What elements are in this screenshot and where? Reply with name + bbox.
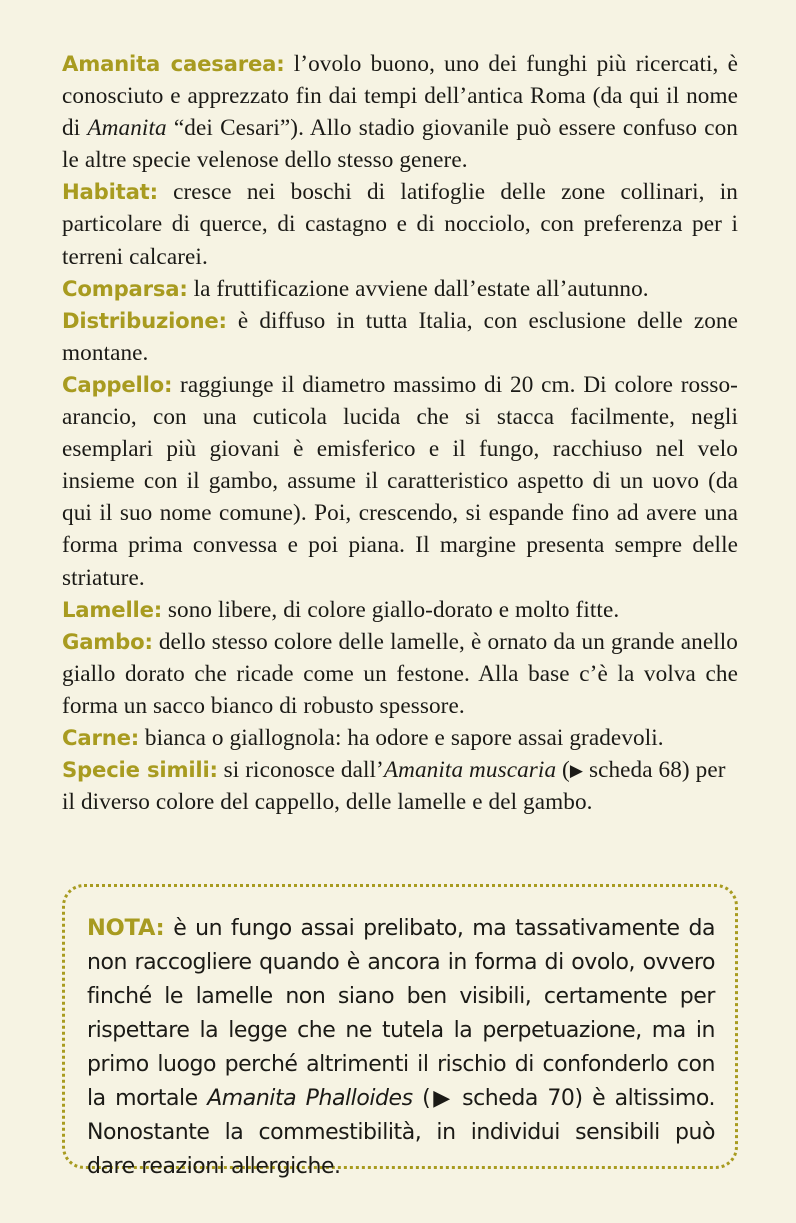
nota-text-block — [87, 911, 715, 1184]
scientific-name-amanita-muscaria: Amanita muscaria — [383, 757, 557, 784]
section-comparsa — [62, 273, 738, 305]
section-label-habitat: Habitat: — [62, 179, 158, 205]
section-carne — [62, 722, 738, 754]
section-text-habitat: cresce nei boschi di latifoglie delle zone collinari, in particolare di querce, di castagno e di nocciolo, con preferenza per i terreni calcarei. — [62, 179, 738, 270]
section-text-gambo: dello stesso colore delle lamelle, è ornato da un grande anello giallo dorato che ricade come un festone. Alla base c’è la volva che forma un sacco bianco di robusto spessore. — [62, 628, 738, 719]
section-gambo — [62, 626, 738, 722]
section-text-carne: bianca o giallognola: ha odore e sapore assai gradevoli. — [139, 724, 664, 751]
section-text-specie-simili-b: scheda 68) per il diverso colore del cappello, delle lamelle e del gambo. — [62, 757, 726, 816]
section-distribuzione — [62, 305, 738, 369]
section-specie-simili — [62, 754, 738, 818]
nota-reference-arrow-icon: ▶ — [430, 1086, 453, 1111]
section-amanita-caesarea — [62, 48, 738, 176]
section-text-amanita-caesarea-a: l’ovolo buono, uno dei funghi più ricercati, è conosciuto e apprezzato fin dai tempi dell’antica Roma (da qui il nome di — [62, 51, 739, 142]
nota-text-part2: ) è altissimo. Nonostante la commestibilità, in individui sensibili può dare reazioni allergiche. — [87, 1086, 716, 1179]
section-label-lamelle: Lamelle: — [62, 596, 163, 622]
section-text-cappello: raggiunge il diametro massimo di 20 cm. Di colore rosso-arancio, con una cuticola lucida che si stacca facilmente, negli esemplari più giovani è emisferico e il fungo, racchiuso nel velo insieme con il gambo, assume il caratteristico aspetto di un uovo (da qui il suo nome comune). Poi, crescendo, si espande fino ad avere una forma prima convessa e poi piana. Il margine presenta sempre delle striature. — [62, 371, 738, 591]
nota-label: NOTA: — [87, 915, 165, 941]
section-text-distribuzione: è diffuso in tutta Italia, con esclusione delle zone montane. — [62, 307, 738, 366]
scientific-name-amanita: Amanita — [87, 115, 167, 142]
open-paren-specie-simili: ( — [556, 757, 570, 784]
section-text-specie-simili-a: si riconosce dall’ — [217, 757, 384, 784]
nota-text-part1: è un fungo assai prelibato, ma tassativamente da non raccogliere quando è ancora in forma di ovolo, ovvero finché le lamelle non siano ben visibili, certamente per rispettare la legge che ne tutela la perpetuazione, ma in primo luogo perché altrimenti il rischio di confonderlo con la mortale — [87, 916, 715, 1111]
section-label-gambo: Gambo: — [62, 628, 153, 654]
nota-paragraph — [87, 911, 715, 1184]
reference-arrow-icon: ▶ — [569, 761, 584, 782]
section-lamelle — [62, 594, 738, 626]
section-label-specie-simili: Specie simili: — [62, 757, 218, 783]
section-habitat — [62, 176, 738, 272]
nota-reference-scheda: scheda 70 — [452, 1086, 575, 1111]
nota-open-paren: ( — [412, 1086, 431, 1111]
section-cappello — [62, 369, 738, 594]
species-description-column — [62, 48, 738, 818]
section-label-comparsa: Comparsa: — [62, 275, 188, 301]
section-label-carne: Carne: — [62, 724, 140, 750]
scientific-name-amanita-phalloides: Amanita Phalloides — [207, 1086, 413, 1111]
section-label-cappello: Cappello: — [62, 371, 173, 397]
nota-callout-box — [62, 884, 738, 1179]
section-label-distribuzione: Distribuzione: — [62, 307, 227, 333]
section-text-comparsa: la fruttificazione avviene dall’estate all’autunno. — [187, 275, 649, 302]
section-text-amanita-caesarea-b: “dei Cesari”). Allo stadio giovanile può essere confuso con le altre specie velenose dello stesso genere. — [62, 115, 738, 174]
section-text-lamelle: sono libere, di colore giallo-dorato e molto fitte. — [162, 596, 620, 623]
section-label-amanita-caesarea: Amanita caesarea: — [62, 51, 285, 76]
